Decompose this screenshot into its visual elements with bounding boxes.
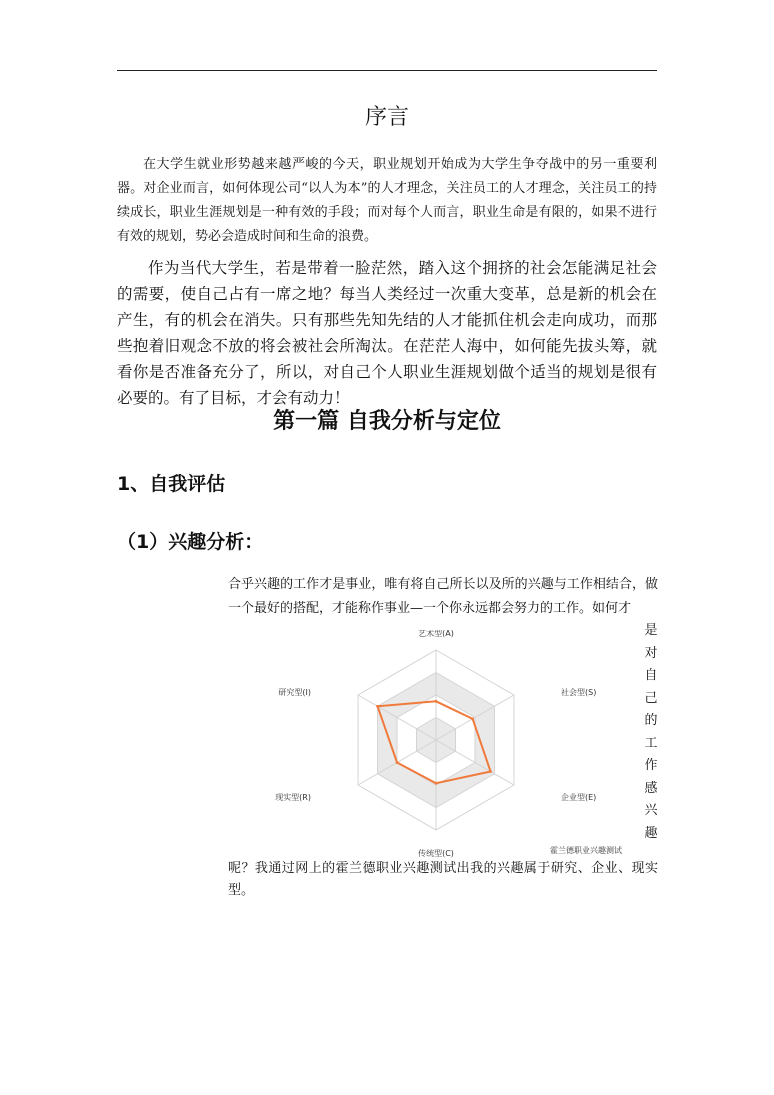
holland-radar-chart — [270, 630, 640, 862]
radar-category-label: 社会型(S) — [561, 688, 597, 697]
chart-caption: 霍兰德职业兴趣测试 — [550, 846, 622, 855]
vertical-char: 是 — [644, 623, 658, 638]
radar-category-label: 研究型(I) — [278, 688, 311, 697]
radar-data-point — [471, 717, 474, 720]
vertical-char: 感 — [644, 780, 658, 796]
preface-paragraph-1: 在大学生就业形势越来越严峻的今天，职业规划开始成为大学生争夺战中的另一重要利器。对企业而言，如何体现公司“以人为本”的人才理念，关注员工的人才理念，关注员工的持续成长，职业生涯规划是一种有效的手段；而对每个人而言，职业生命是有限的，如果不进行有效的规划，势必会造成时间和生命的浪费。 — [117, 157, 657, 244]
subsection1-heading: （1）兴趣分析： — [117, 531, 264, 553]
vertical-char: 对 — [644, 645, 658, 661]
radar-data-point — [435, 700, 438, 703]
radar-data-point — [396, 761, 399, 764]
radar-category-label: 现实型(R) — [275, 793, 311, 802]
vertical-char: 作 — [644, 758, 658, 773]
vertical-char: 趣 — [644, 825, 658, 841]
radar-category-label: 企业型(E) — [561, 793, 597, 802]
header-rule — [117, 70, 657, 71]
radar-data-point — [376, 705, 379, 708]
vertical-char: 的 — [644, 713, 658, 728]
radar-data-point — [489, 770, 492, 773]
section1-heading: 1、自我评估 — [117, 473, 226, 495]
radar-category-label: 传统型(C) — [418, 849, 454, 858]
interest-paragraph-a: 合乎兴趣的工作才是事业，唯有将自己所长以及所的兴趣与工作相结合，做一个最好的搭配，才能称作事业—一个你永远都会努力的工作。如何才 — [228, 577, 658, 616]
interest-paragraph-b: 呢？我通过网上的霍兰德职业兴趣测试出我的兴趣属于研究、企业、现实型。 — [228, 861, 658, 898]
vertical-char: 己 — [644, 690, 658, 706]
radar-category-label: 艺术型(A) — [418, 630, 454, 638]
preface-paragraph-2: 作为当代大学生，若是带着一脸茫然，踏入这个拥挤的社会怎能满足社会的需要，使自己占有一席之地？每当人类经过一次重大变革，总是新的机会在产生，有的机会在消失。只有那些先知先结的人才能抓住机会走向成功，而那些抱着旧观念不放的将会被社会所淘汰。在茫茫人海中，如何能先拔头筹，就看你是否准备充分了，所以，对自己个人职业生涯规划做个适当的规划是很有必要的。有了目标，才会有动力！ — [117, 259, 657, 407]
wrapped-vertical-text — [643, 620, 659, 845]
vertical-char: 兴 — [644, 803, 658, 818]
preface-title: 序言 — [364, 105, 409, 130]
part1-title: 第一篇 自我分析与定位 — [273, 409, 501, 434]
vertical-char: 工 — [644, 735, 658, 751]
vertical-char: 自 — [644, 668, 658, 683]
radar-data-point — [435, 782, 438, 785]
